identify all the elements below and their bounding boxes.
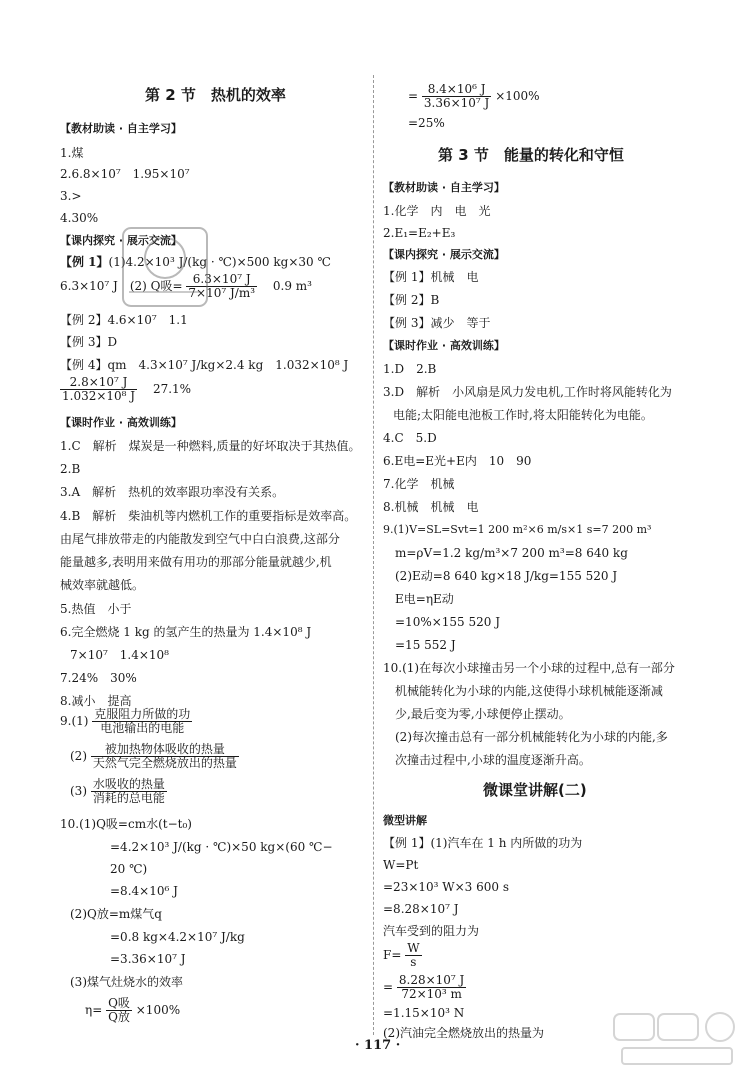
example-3: 【例 3】减少 等于 (383, 316, 491, 330)
answer-line: 1.C 解析 煤炭是一种燃料,质量的好坏取决于其热值。 (60, 439, 361, 453)
heading-explore: 【课内探究 · 展示交流】 (383, 248, 505, 261)
answer-line: 能量越多,表明用来做有用功的那部分能量就越少,机 (60, 555, 332, 569)
section-title-3: 第 3 节 能量的转化和守恒 (438, 146, 624, 164)
answer-line: 6.完全燃烧 1 kg 的氢产生的热量为 1.4×10⁸ J (60, 625, 312, 639)
answer-line: =1.15×10³ N (383, 1006, 465, 1020)
answer-line: 4.B 解析 柴油机等内燃机工作的重要指标是效率高。 (60, 509, 357, 523)
stamp-icon (115, 222, 215, 312)
answer-line: (2)E动=8 640 kg×18 J/kg=155 520 J (395, 569, 618, 583)
answer-line: 8.机械 机械 电 (383, 500, 479, 514)
example-4-fraction: $\frac{\text{2.8×10⁷ J}}{\text{1.032×10⁸ J}}$ 27.1% (62, 375, 192, 403)
answer-line: 少,最后变为零,小球便停止摆动。 (395, 707, 571, 721)
answer-line: 6.E电=E光+E内 10 90 (383, 454, 532, 468)
heading-homework: 【课时作业 · 高效训练】 (60, 416, 182, 429)
answer-line: 械效率就越低。 (60, 578, 145, 592)
heading-micro: 微型讲解 (383, 814, 427, 827)
answer-line: =25% (408, 116, 445, 130)
answer-line: =3.36×10⁷ J (110, 952, 186, 966)
answer-line: 4.30% (60, 211, 99, 225)
example-1-part-2: 6.3×10⁷ J (2) Q吸= $\frac{\text{6.3×10⁷ J}}{\text{7×10⁷ J/m³}}$ 0.9 m³ (60, 272, 312, 300)
answer-line: 3.D 解析 小风扇是风力发电机,工作时将风能转化为 (383, 385, 672, 399)
answer-line: =0.8 kg×4.2×10⁷ J/kg (110, 930, 245, 944)
heading-explore: 【课内探究 · 展示交流】 (60, 234, 182, 247)
answer-9-1: 9.(1) $\frac{\text{克服阻力所做的功}}{\text{电池输出的电能}}$ (60, 707, 191, 735)
fraction: $\frac{\text{8.28×10⁷ J}}{\text{72×10³ m}}$ (398, 973, 465, 1001)
answer-line: 机械能转化为小球的内能,这使得小球机械能逐渐减 (395, 684, 663, 698)
example-1: 【例 1】(1)4.2×10³ J/(kg · ℃)×500 kg×30 ℃ (60, 255, 331, 269)
example-3: 【例 3】D (60, 335, 118, 349)
watermark-logo-icon (612, 1010, 742, 1070)
heading-homework: 【课时作业 · 高效训练】 (383, 339, 505, 352)
answer-line: (2)汽油完全燃烧放出的热量为 (383, 1026, 544, 1040)
answer-line: 电能;太阳能电池板工作时,将太阳能转化为电能。 (393, 408, 653, 422)
column-divider (373, 75, 374, 1035)
answer-line: 3.A 解析 热机的效率跟功率没有关系。 (60, 485, 285, 499)
answer-9-3: (3) $\frac{\text{水吸收的热量}}{\text{消耗的总电能}}$ (70, 777, 165, 805)
answer-line: 2.E₁=E₂+E₃ (383, 226, 456, 240)
heading-self-study: 【教材助读 · 自主学习】 (60, 122, 182, 135)
fraction: $\frac{\text{6.3×10⁷ J}}{\text{7×10⁷ J/m³}}$ (188, 272, 256, 300)
section-title-2: 第 2 节 热机的效率 (145, 86, 286, 104)
example-2: 【例 2】B (383, 293, 440, 307)
force-result: = $\frac{\text{8.28×10⁷ J}}{\text{72×10³ m}}$ (383, 973, 465, 1001)
answer-line: 4.C 5.D (383, 431, 437, 445)
force-formula: F= $\frac{W}{s}$ (383, 941, 420, 969)
efficiency-formula: η= $\frac{\text{Q吸}}{\text{Q放}}$ ×100% (85, 996, 181, 1024)
answer-line: 2.B (60, 462, 81, 476)
answer-line: m=ρV=1.2 kg/m³×7 200 m³=8 640 kg (395, 546, 628, 560)
answer-line: =4.2×10³ J/(kg · ℃)×50 kg×(60 ℃− (110, 840, 333, 854)
fraction: $\frac{\text{2.8×10⁷ J}}{\text{1.032×10⁸ J}}$ (62, 375, 136, 403)
answer-line: E电=ηE动 (395, 592, 454, 606)
answer-line: =23×10³ W×3 600 s (383, 880, 509, 894)
example-4: 【例 4】qm 4.3×10⁷ J/kg×2.4 kg 1.032×10⁸ J (60, 358, 349, 372)
fraction: $\frac{W}{s}$ (407, 941, 420, 969)
answer-line: =15 552 J (395, 638, 456, 652)
fraction: $\frac{\text{水吸收的热量}}{\text{消耗的总电能}}$ (92, 777, 165, 805)
answer-line: (2)每次撞击总有一部分机械能转化为小球的内能,多 (395, 730, 668, 744)
answer-line: 1.D 2.B (383, 362, 437, 376)
fraction: $\frac{\text{克服阻力所做的功}}{\text{电池输出的电能}}$ (94, 707, 191, 735)
answer-line: 20 ℃) (110, 862, 148, 876)
answer-line: 9.(1)V=SL=Svt=1 200 m²×6 m/s×1 s=7 200 m³ (383, 523, 652, 536)
answer-line: 2.6.8×10⁷ 1.95×10⁷ (60, 167, 190, 181)
answer-line: =10%×155 520 J (395, 615, 501, 629)
answer-line: 3.> (60, 189, 82, 203)
answer-line: 汽车受到的阻力为 (383, 924, 480, 938)
fraction: $\frac{\text{被加热物体吸收的热量}}{\text{天然气完全燃烧放出的热量}}$ (92, 742, 237, 770)
answer-line: 【例 1】(1)汽车在 1 h 内所做的功为 (383, 836, 583, 850)
answer-line: =8.4×10⁶ J (110, 884, 178, 898)
heading-self-study: 【教材助读 · 自主学习】 (383, 181, 505, 194)
section-title-micro: 微课堂讲解(二) (483, 781, 587, 799)
answer-line: 10.(1)在每次小球撞击另一个小球的过程中,总有一部分 (383, 661, 675, 675)
example-2: 【例 2】4.6×10⁷ 1.1 (60, 313, 188, 327)
answer-line: (2)Q放=m煤气q (70, 907, 162, 921)
answer-line: W=Pt (383, 858, 419, 872)
answer-9-2: (2) $\frac{\text{被加热物体吸收的热量}}{\text{天然气完全燃烧放出的热量}}$ (70, 742, 237, 770)
answer-line: 1.煤 (60, 146, 84, 160)
answer-line: 次撞击过程中,小球的温度逐渐升高。 (395, 753, 591, 767)
answer-line: 由尾气排放带走的内能散发到空气中白白浪费,这部分 (60, 532, 340, 546)
fraction: $\frac{\text{Q吸}}{\text{Q放}}$ (108, 996, 130, 1024)
answer-line: =8.28×10⁷ J (383, 902, 459, 916)
answer-line: 7×10⁷ 1.4×10⁸ (70, 648, 169, 662)
answer-line: 5.热值 小于 (60, 602, 132, 616)
answer-line: 1.化学 内 电 光 (383, 204, 491, 218)
answer-line: 10.(1)Q吸=cm水(t−t₀) (60, 817, 192, 831)
answer-line: 7.化学 机械 (383, 477, 455, 491)
answer-line: (3)煤气灶烧水的效率 (70, 975, 183, 989)
fraction: $\frac{\text{8.4×10⁶ J}}{\text{3.36×10⁷ J}}$ (423, 82, 490, 110)
answer-line: 7.24% 30% (60, 671, 137, 685)
page-number: · 117 · (355, 1038, 401, 1053)
example-1: 【例 1】机械 电 (383, 270, 479, 284)
efficiency-result: = $\frac{\text{8.4×10⁶ J}}{\text{3.36×10⁷ J}}$ ×100% (408, 82, 540, 110)
answer-line: 8.减小 提高 (60, 694, 132, 708)
